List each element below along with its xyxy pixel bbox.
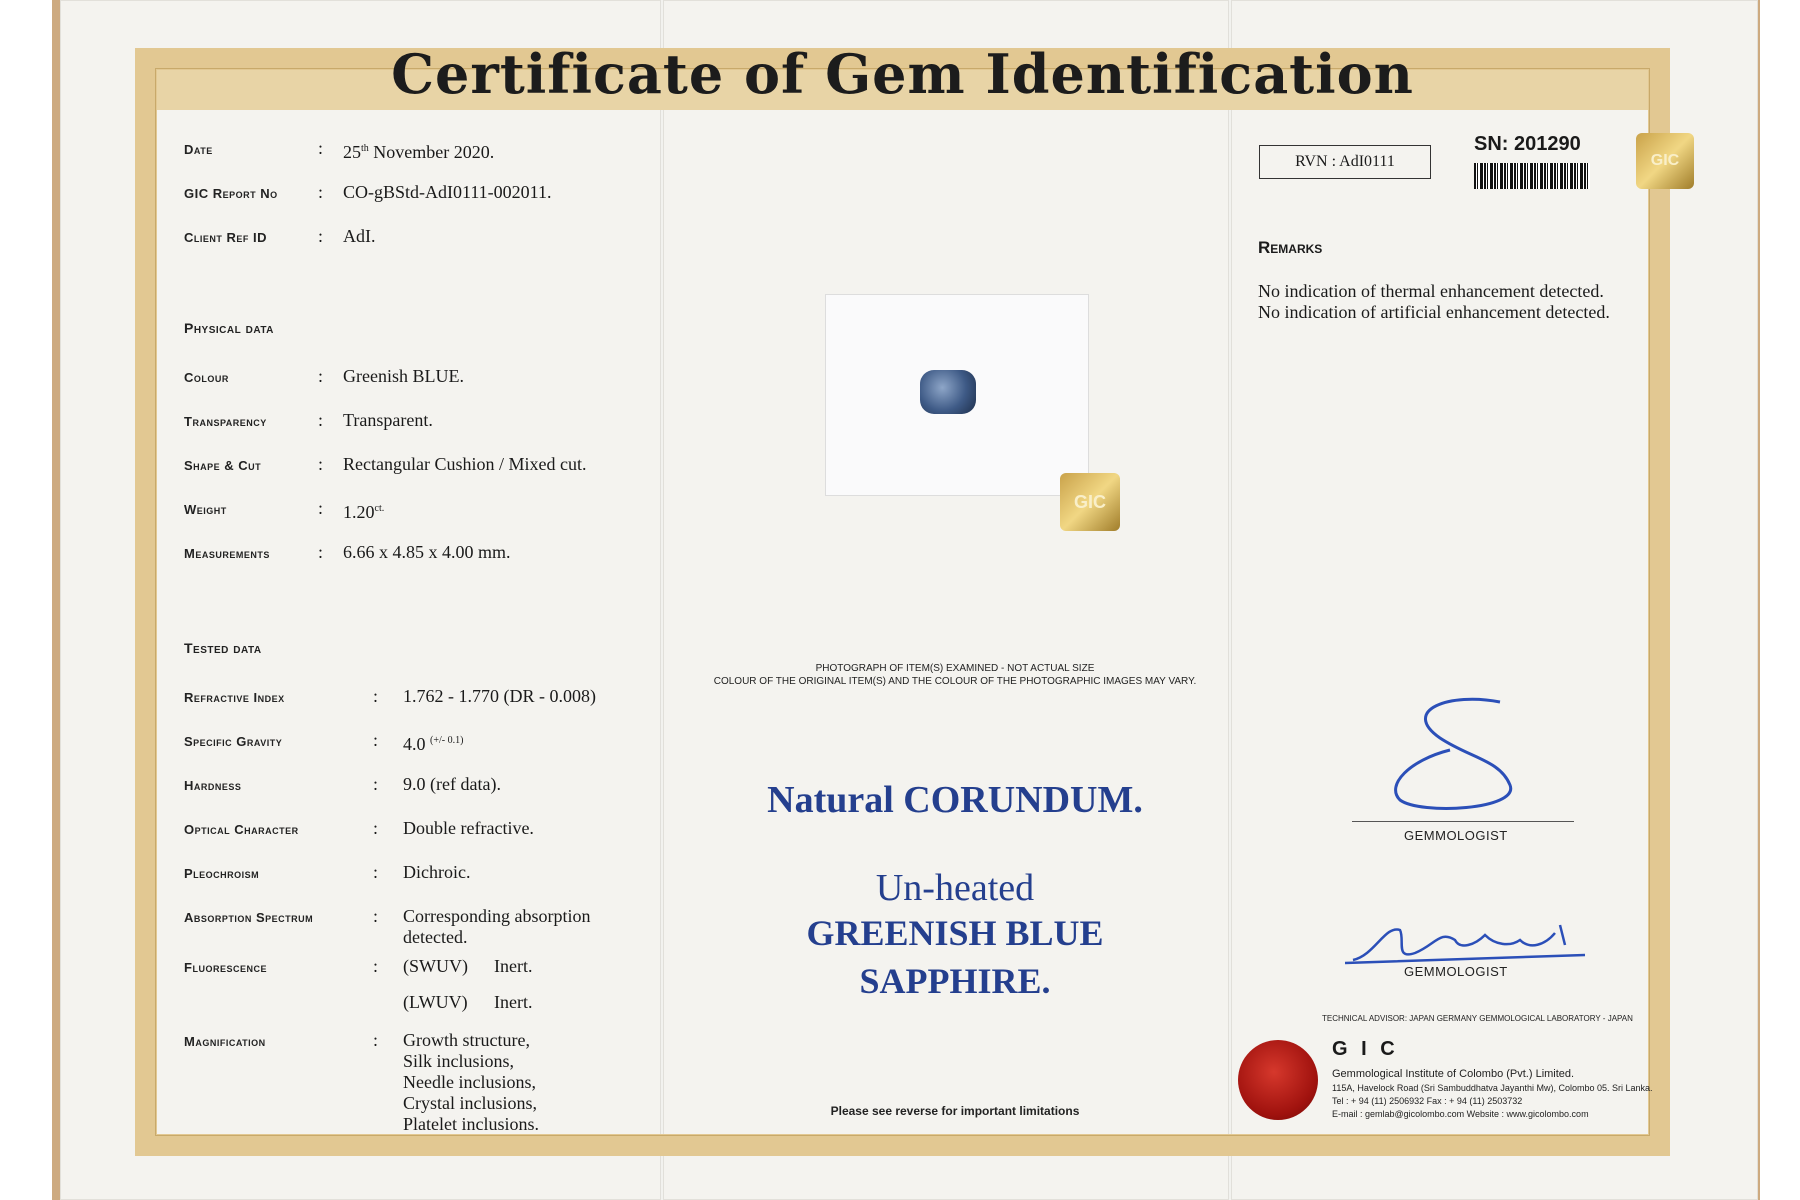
barcode [1474,163,1590,189]
measurements-value: 6.66 x 4.85 x 4.00 mm. [343,542,511,562]
organization-email: E-mail : gemlab@gicolombo.com Website : www.gicolombo.com [1332,1109,1589,1119]
optical-label: Optical Character [184,822,299,837]
fluorescence-sw-type: (SWUV) [403,956,468,976]
optical-value: Double refractive. [403,818,534,838]
transparency-value: Transparent. [343,410,433,430]
magnification-value: Growth structure, Silk inclusions, Needle inclusions, Crystal inclusions, Platelet inclusions. [403,1030,539,1134]
colour-value: Greenish BLUE. [343,366,464,386]
gic-logo-text: G I C [1332,1038,1399,1060]
remarks-heading: Remarks [1258,238,1323,257]
species-text: Natural CORUNDUM. [767,779,1143,821]
measurements-label: Measurements [184,546,270,561]
ri-label: Refractive Index [184,690,285,705]
sg-value: 4.0 $^{(+/- 0.1)}$ [403,734,464,754]
tested-heading: Tested data [184,640,262,656]
organization-address: 115A, Havelock Road (Sri Sambuddhatva Jayanthi Mw), Colombo 05. Sri Lanka. [1332,1083,1653,1093]
colour-label: Colour [184,370,229,385]
weight-label: Weight [184,502,227,517]
fluorescence-label: Fluorescence [184,960,267,975]
ri-value: 1.762 - 1.770 (DR - 0.008) [403,686,596,706]
organization-name: Gemmological Institute of Colombo (Pvt.) Limited. [1332,1068,1575,1080]
limitations-note: Please see reverse for important limitations [830,1104,1080,1118]
shape-value: Rectangular Cushion / Mixed cut. [343,454,587,474]
variety-line1: GREENISH BLUE [806,913,1104,953]
technical-advisor: TECHNICAL ADVISOR: JAPAN GERMANY GEMMOLOGICAL LABORATORY - JAPAN [1322,1014,1633,1023]
remark-thermal: No indication of thermal enhancement detected. [1258,281,1604,301]
certificate-title: Certificate of Gem Identification [391,42,1414,106]
report-no-value: CO-gBStd-AdI0111-002011. [343,182,552,202]
weight-value: $1.20^{ct.}$ [343,502,385,522]
client-ref-label: Client Ref ID [184,230,267,245]
magnification-label: Magnification [184,1034,266,1049]
transparency-label: Transparency [184,414,267,429]
pleochroism-label: Pleochroism [184,866,260,881]
absorption-value: Corresponding absorption detected. [403,906,591,947]
gic-hologram-badge: GIC [1636,133,1694,189]
absorption-label: Absorption Spectrum [184,910,314,925]
organization-phone: Tel : + 94 (11) 2506932 Fax : + 94 (11) 2503732 [1332,1096,1523,1106]
treatment-text: Un-heated [875,867,1035,909]
pleochroism-value: Dichroic. [403,862,471,882]
client-ref-value: AdI. [343,226,376,246]
fluorescence-sw-value: Inert. [494,956,533,976]
serial-number: SN: 201290 [1474,133,1581,155]
date-label: Date [184,142,213,157]
signature-line-1 [1352,821,1574,822]
shape-label: Shape & Cut [184,458,262,473]
sapphire-image [920,370,976,414]
photo-caption: PHOTOGRAPH OF ITEM(S) EXAMINED - NOT ACTUAL SIZE COLOUR OF THE ORIGINAL ITEM(S) AND THE COLOUR OF THE PHOTOGRAPHIC IMAGES MAY VARY. [713,663,1197,687]
fluorescence-lw-type: (LWUV) [403,992,468,1012]
fluorescence-lw-value: Inert. [494,992,533,1012]
remark-artificial: No indication of artificial enhancement detected. [1258,302,1610,322]
date-value: 25th November 2020. [343,142,495,162]
hardness-value: 9.0 (ref data). [403,774,501,794]
gemmologist-signature-1 [1380,690,1540,820]
physical-heading: Physical data [184,320,274,336]
rvn-box: RVN : AdI0111 [1259,145,1431,179]
gemmologist-label-2: GEMMOLOGIST [1404,964,1508,979]
gemmologist-label-1: GEMMOLOGIST [1404,828,1508,843]
sg-label: Specific Gravity [184,734,283,749]
report-no-label: GIC Report No [184,186,278,201]
hardness-label: Hardness [184,778,242,793]
variety-line2: SAPPHIRE. [859,961,1051,1001]
wax-seal-icon [1238,1040,1318,1120]
photo-hologram-badge: GIC [1060,473,1120,531]
